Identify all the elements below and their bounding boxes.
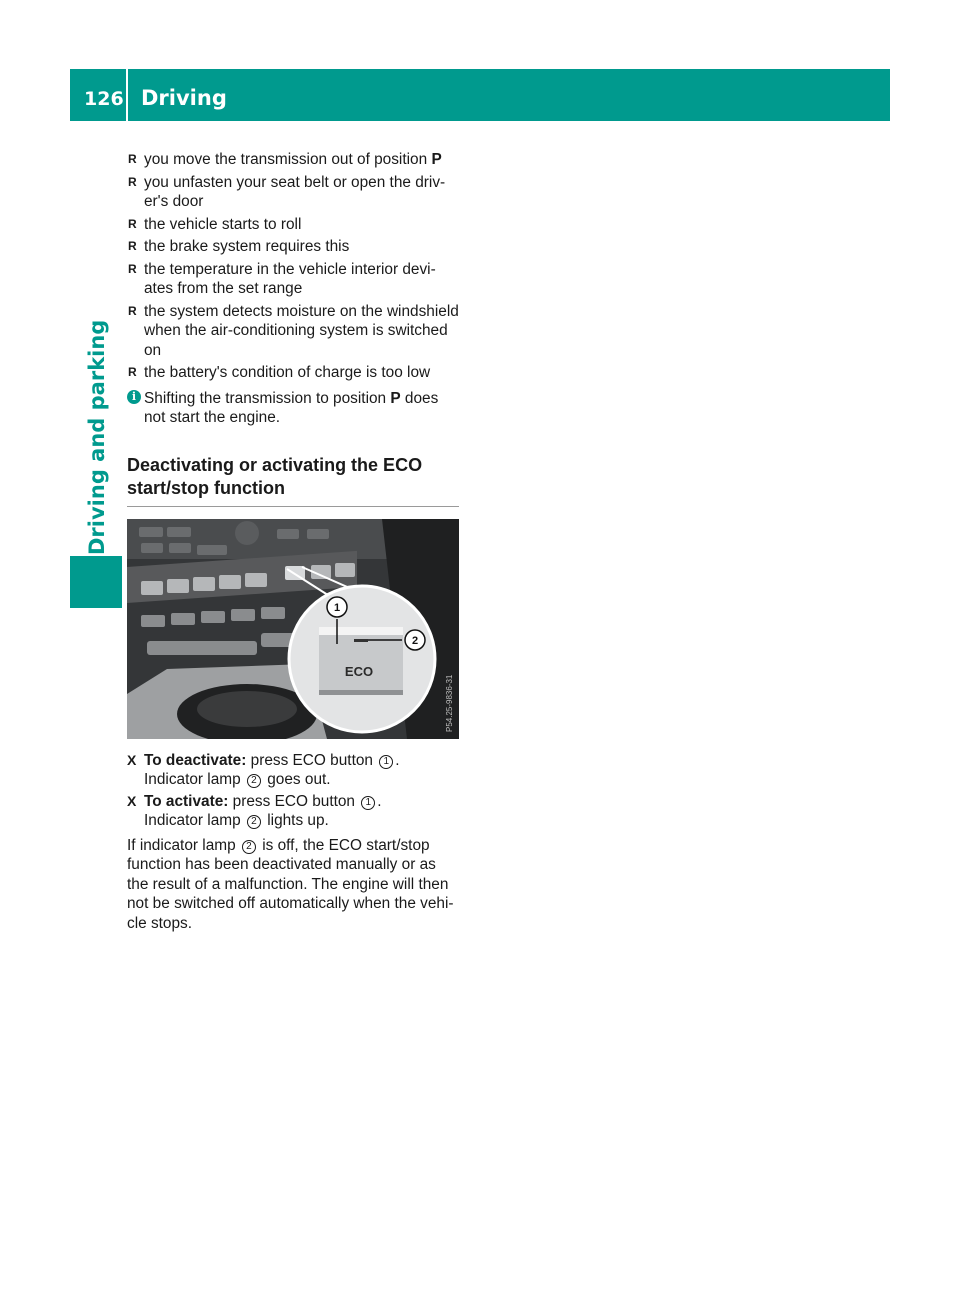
figure-reference: P54.25-9836-31: [445, 674, 454, 732]
side-tab-marker: [70, 556, 122, 608]
info-icon: i: [127, 390, 141, 404]
bullet-text: the temperature in the vehicle interior deviates from the set range: [144, 260, 436, 297]
bullet-text: the vehicle starts to roll: [144, 215, 302, 233]
instruction-step: [127, 751, 459, 790]
step-result: Indicator lamp: [144, 812, 245, 829]
ref-1: 1: [379, 755, 393, 769]
step-text: press ECO button: [228, 792, 360, 810]
para-text-before: If indicator lamp: [127, 836, 240, 854]
step-text-end: .: [377, 792, 382, 810]
step-arrow-icon: X: [127, 792, 137, 809]
list-item: [127, 215, 459, 235]
side-tab-label: Driving and parking: [85, 319, 109, 555]
info-text-after: does not start the engine.: [144, 389, 439, 426]
step-text-end: .: [395, 751, 400, 769]
step-label: To activate:: [144, 792, 229, 810]
instruction-step: [127, 792, 459, 831]
section-title: Driving: [141, 86, 227, 110]
ref-1: 1: [361, 796, 375, 810]
list-item: [127, 237, 459, 257]
info-bold: P: [390, 389, 401, 407]
para-text-after: is off, the ECO start/stop function has been deactivated manually or as the result of a malfunction. The engine will then not be switched off automatically when the vehicle stops.: [127, 836, 454, 932]
eco-button-label: ECO: [344, 663, 374, 679]
ref-2: 2: [247, 774, 261, 788]
step-label: To deactivate:: [144, 751, 247, 769]
bullet-mark: R: [128, 365, 137, 379]
list-item: [127, 150, 459, 170]
list-item: [127, 260, 459, 299]
step-result: Indicator lamp: [144, 771, 245, 788]
ref-2: 2: [247, 815, 261, 829]
bullet-mark: R: [128, 261, 137, 276]
bullet-bold: P: [431, 151, 442, 168]
explanation-paragraph: [127, 836, 459, 934]
page-number: 126: [84, 88, 124, 110]
bullet-text: the brake system requires this: [144, 238, 350, 255]
bullet-text: the battery's condition of charge is too low: [144, 364, 431, 381]
list-item: [127, 173, 459, 212]
bullet-mark: R: [128, 239, 137, 253]
ref-2: 2: [242, 840, 256, 854]
step-arrow-icon: X: [127, 751, 137, 768]
bullet-mark: R: [128, 152, 137, 166]
callout-2: 2: [411, 634, 419, 647]
info-text-before: Shifting the transmission to position: [144, 389, 391, 407]
info-note: [127, 389, 459, 428]
list-item: [127, 363, 459, 383]
step-text: press ECO button: [246, 751, 378, 769]
list-item: [127, 302, 459, 361]
bullet-text: the system detects moisture on the windshield when the air-conditioning system is switched on: [144, 302, 459, 359]
eco-button-figure: [127, 519, 459, 739]
main-content: [127, 150, 459, 933]
dashboard-illustration: [127, 519, 459, 739]
bullet-mark: R: [128, 174, 137, 189]
step-result-end: lights up.: [262, 812, 329, 829]
step-result-end: goes out.: [262, 771, 331, 788]
callout-1: 1: [333, 601, 341, 614]
bullet-text: you unfasten your seat belt or open the driver's door: [144, 173, 446, 210]
subheading: Deactivating or activating the ECO start/stop function: [127, 454, 459, 507]
bullet-mark: R: [128, 216, 137, 231]
bullet-mark: R: [128, 303, 137, 318]
bullet-text: you move the transmission out of position: [144, 151, 432, 168]
header-divider: [126, 69, 128, 121]
